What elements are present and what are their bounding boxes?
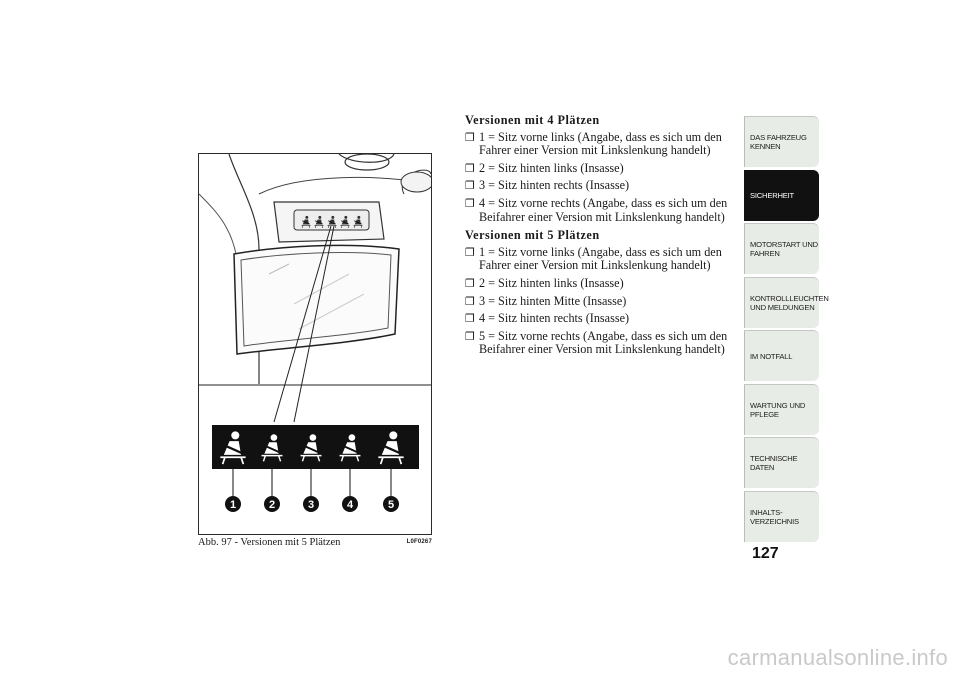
list-item — [465, 162, 737, 176]
figure-illustration — [199, 154, 431, 534]
page-number: 127 — [752, 545, 779, 562]
checkbox-bullet-icon: ❐ — [465, 179, 475, 193]
tab-7[interactable]: INHALTS- VERZEICHNIS — [744, 491, 819, 542]
figure-caption — [198, 537, 432, 549]
list-item-text: 1 = Sitz vorne links (Angabe, dass es sich um den Fahrer einer Version mit Linkslenkung handelt) — [479, 244, 722, 273]
tab-0[interactable]: DAS FAHRZEUG KENNEN — [744, 116, 819, 167]
list-item-text: 4 = Sitz hinten rechts (Insasse) — [479, 311, 630, 326]
list-item — [465, 197, 737, 224]
tab-3[interactable]: KONTROLLLEUCHTEN UND MELDUNGEN — [744, 277, 819, 328]
tab-5[interactable]: WARTUNG UND PFLEGE — [744, 384, 819, 435]
tab-2[interactable]: MOTORSTART UND FAHREN — [744, 223, 819, 274]
list-item-text: 5 = Sitz vorne rechts (Angabe, dass es sich um den Beifahrer einer Version mit Linkslenkung handelt) — [479, 328, 728, 357]
checkbox-bullet-icon: ❐ — [465, 312, 475, 326]
seat-number: 5 — [387, 499, 395, 511]
list-item-text: 3 = Sitz hinten rechts (Insasse) — [479, 178, 630, 193]
checkbox-bullet-icon: ❐ — [465, 161, 475, 175]
seat-number: 1 — [229, 499, 237, 511]
seat-number: 4 — [346, 499, 354, 511]
list-item — [465, 179, 737, 193]
seat-number: 2 — [268, 499, 276, 511]
list-item-text: 3 = Sitz hinten Mitte (Insasse) — [479, 293, 627, 308]
checkbox-bullet-icon: ❐ — [465, 245, 475, 259]
tab-4[interactable]: IM NOTFALL — [744, 330, 819, 381]
seat-number-badge — [303, 496, 319, 512]
checkbox-bullet-icon: ❐ — [465, 196, 475, 210]
section-title: Versionen mit 5 Plätzen — [465, 228, 600, 243]
checkbox-bullet-icon: ❐ — [465, 276, 475, 290]
tab-1[interactable]: SICHERHEIT — [744, 170, 819, 221]
watermark: carmanualsonline.info — [727, 645, 948, 670]
list-item — [465, 246, 737, 273]
seat-number-badge — [342, 496, 358, 512]
chapter-tabs — [744, 116, 829, 544]
seat-number-badge — [264, 496, 280, 512]
list-item-text: 4 = Sitz vorne rechts (Angabe, dass es sich um den Beifahrer einer Version mit Linkslenkung handelt) — [479, 195, 728, 224]
body-text — [465, 114, 737, 362]
checkbox-bullet-icon: ❐ — [465, 130, 475, 144]
seat-number-badges — [225, 466, 399, 512]
list-item — [465, 330, 737, 357]
seat-number-badge — [383, 496, 399, 512]
list-item — [465, 295, 737, 309]
seat-number-badge — [225, 496, 241, 512]
figure-code: L0F0267 — [406, 539, 432, 545]
list-item — [465, 277, 737, 291]
figure-caption-text: Abb. 97 - Versionen mit 5 Plätzen — [198, 537, 341, 548]
list-item — [465, 131, 737, 158]
checkbox-bullet-icon: ❐ — [465, 294, 475, 308]
seatbelt-indicator-figure — [198, 153, 432, 535]
list-item-text: 2 = Sitz hinten links (Insasse) — [479, 275, 624, 290]
bullet-list — [465, 131, 737, 225]
section-title: Versionen mit 4 Plätzen — [465, 113, 600, 127]
seat-number: 3 — [307, 499, 315, 511]
checkbox-bullet-icon: ❐ — [465, 329, 475, 343]
list-item-text: 2 = Sitz hinten links (Insasse) — [479, 160, 624, 175]
list-item — [465, 312, 737, 326]
list-item-text: 1 = Sitz vorne links (Angabe, dass es sich um den Fahrer einer Version mit Linkslenkung handelt) — [479, 129, 722, 158]
tab-6[interactable]: TECHNISCHE DATEN — [744, 437, 819, 488]
bullet-list — [465, 246, 737, 357]
